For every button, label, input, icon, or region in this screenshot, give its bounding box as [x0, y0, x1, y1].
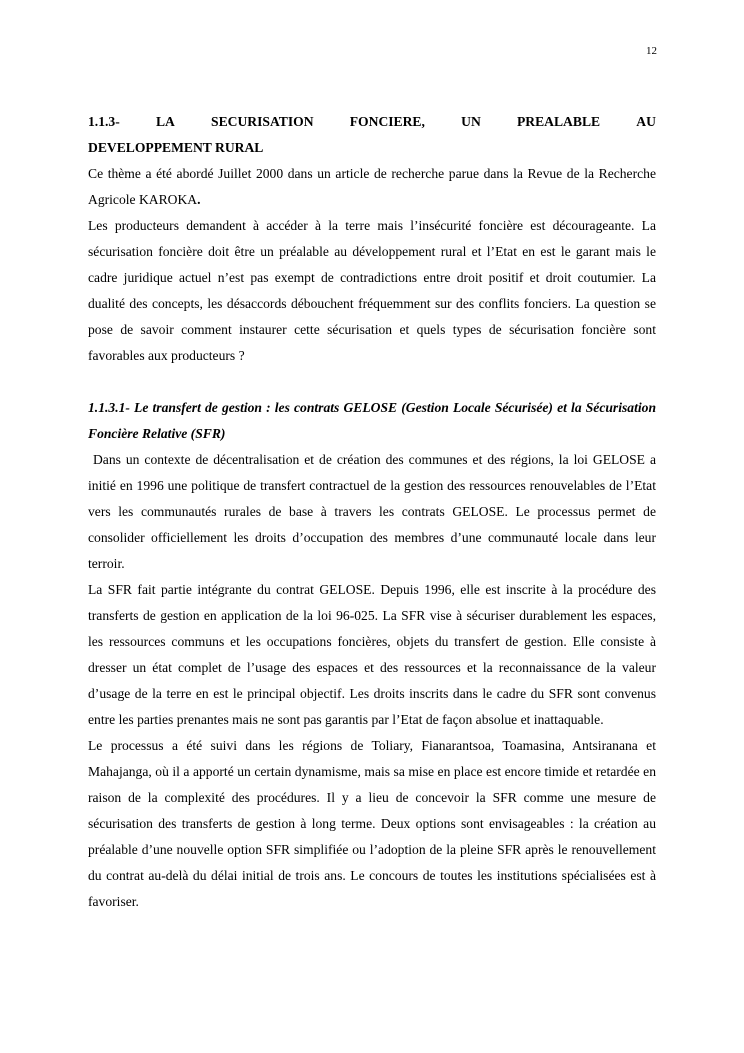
heading-word: LA [155, 114, 175, 129]
subsection-paragraph: La SFR fait partie intégrante du contrat GELOSE. Depuis 1996, elle est inscrite à la procédure des transferts de gestion en application de la loi 96-025. La SFR vise à sécuriser durablement les espaces, les ressources communs et les occupations foncières, objets du transfert de gestion. Elle consiste à dresser un état complet de l’usage des espaces et des ressources et la reconnaissance de la valeur d’usage de la terre en est le principal objectif. Les droits inscrits dans le cadre du SFR sont convenus entre les parties prenantes mais ne sont pas garantis par l’Etat de façon absolue et inattaquable. [88, 582, 656, 727]
heading-word: UN [461, 114, 481, 129]
subsection-paragraph: Le processus a été suivi dans les régions de Toliary, Fianarantsoa, Toamasina, Antsiranana et Mahajanga, où il a apporté un certain dynamisme, mais sa mise en place est encore timide et retardée en raison de la complexité des procédures. Il y a lieu de concevoir la SFR comme une mesure de sécurisation des transferts de gestion à long terme. Deux options sont envisageables : la création au préalable d’une nouvelle option SFR simplifiée ou l’adoption de la pleine SFR après le renouvellement du contrat au-delà du délai initial de trois ans. Le concours de toutes les institutions spécialisées est à favoriser. [88, 738, 656, 909]
intro-paragraph [88, 161, 656, 213]
subsection-paragraph [88, 447, 656, 577]
subsection-heading: 1.1.3.1- Le transfert de gestion : les contrats GELOSE (Gestion Locale Sécurisée) et la Sécurisation Foncière Relative (SFR) [88, 400, 656, 441]
subsection-paragraph-text: Dans un contexte de décentralisation et de création des communes et des régions, la loi GELOSE a initié en 1996 une politique de transfert contractuel de la gestion des ressources renouvelables de l’Etat vers les communautés rurales de base à travers les contrats GELOSE. Le processus permet de consolider officiellement les droits d’occupation des membres d’une communauté locale dans leur terroir. [88, 452, 656, 571]
paragraph-gap [88, 369, 656, 395]
heading-word: 1.1.3- [88, 114, 120, 129]
heading-word: AU [636, 114, 656, 129]
page-number: 12 [646, 45, 657, 57]
intro-text: Ce thème a été abordé Juillet 2000 dans un article de recherche parue dans la Revue de la Recherche Agricole KAROKA [88, 166, 656, 207]
section-paragraph: Les producteurs demandent à accéder à la terre mais l’insécurité foncière est décourageante. La sécurisation foncière doit être un préalable au développement rural et l’Etat en est le garant mais le cadre juridique actuel n’est pas exempt de contradictions entre droit positif et droit coutumier. La dualité des concepts, les désaccords débouchent fréquemment sur des conflits fonciers. La question se pose de savoir comment instaurer cette sécurisation et quels types de sécurisation foncière sont favorables aux producteurs ? [88, 218, 656, 363]
section-heading [88, 109, 656, 135]
section-heading-line2: DEVELOPPEMENT RURAL [88, 140, 264, 155]
heading-word: SECURISATION [211, 114, 314, 129]
heading-word: PREALABLE [516, 114, 601, 129]
heading-word: FONCIERE, [349, 114, 425, 129]
document-body [88, 109, 656, 915]
intro-end: . [197, 192, 201, 207]
